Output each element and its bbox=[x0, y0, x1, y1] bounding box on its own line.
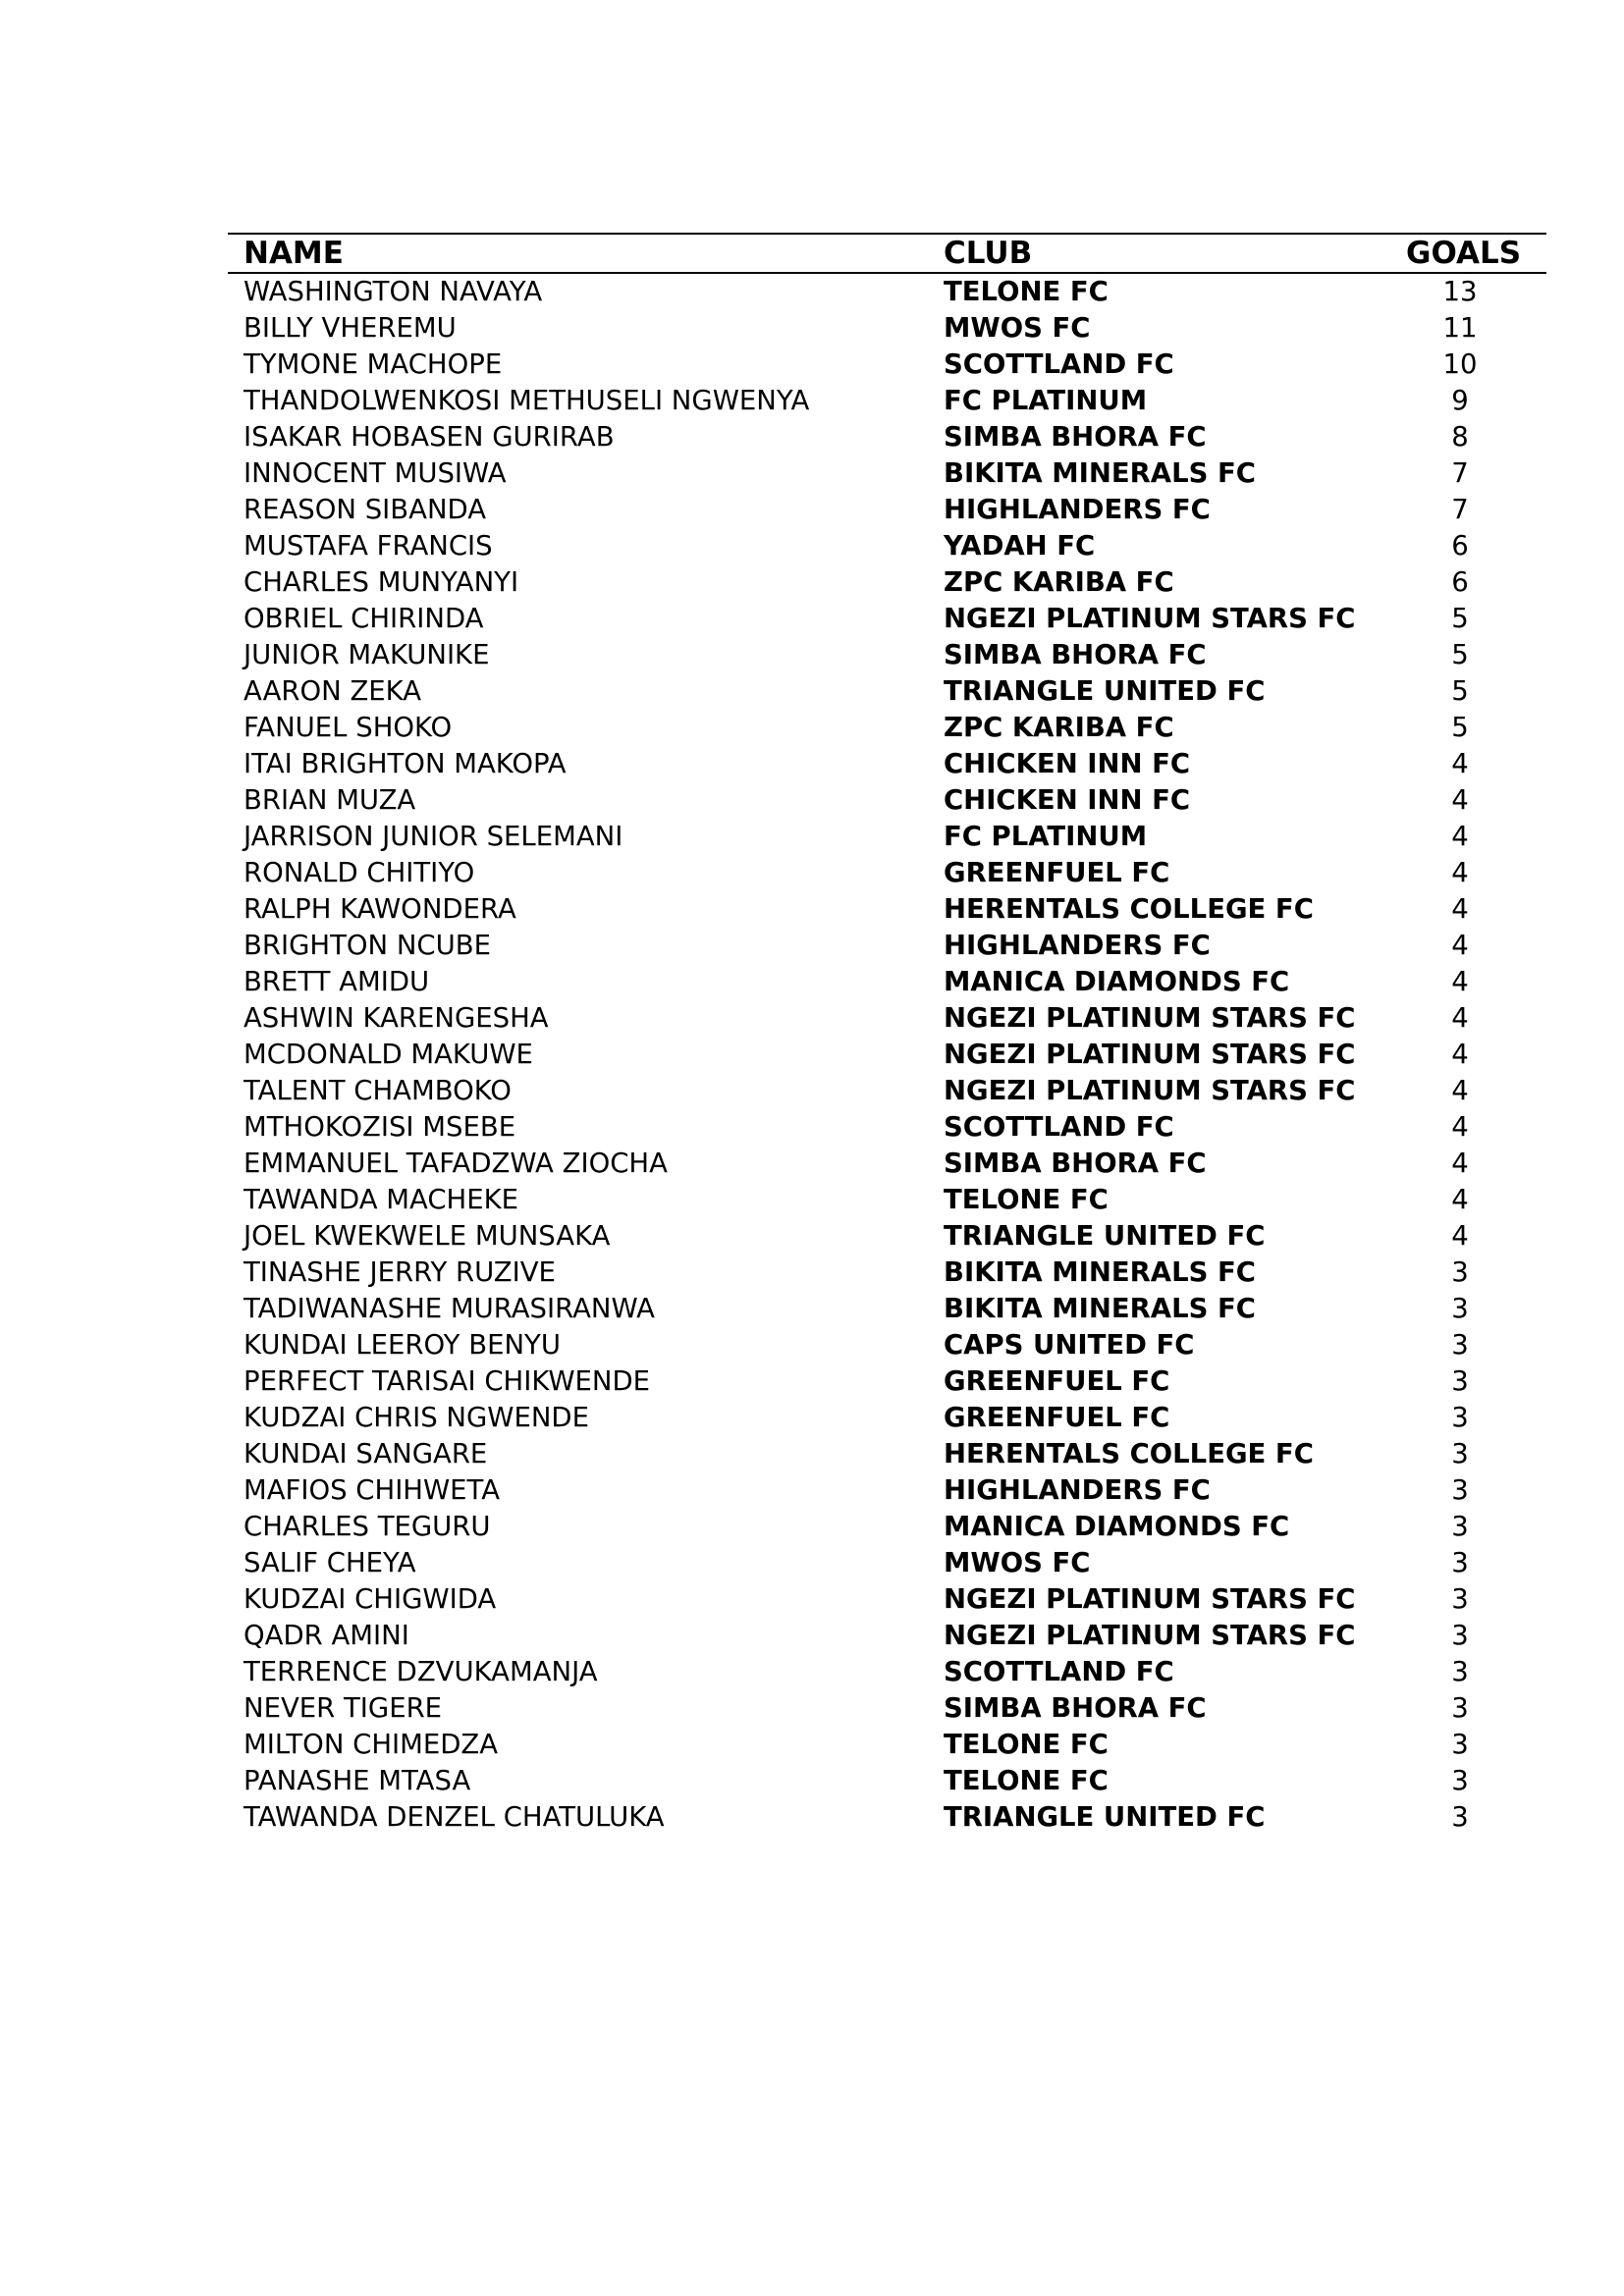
club-name-cell: SIMBA BHORA FC bbox=[944, 421, 1207, 453]
club-name-cell: SCOTTLAND FC bbox=[944, 348, 1174, 380]
table-row bbox=[228, 1727, 1546, 1763]
club-name-cell: CHICKEN INN FC bbox=[944, 784, 1191, 816]
club-name-cell: NGEZI PLATINUM STARS FC bbox=[944, 603, 1356, 634]
player-name-cell: MUSTAFA FRANCIS bbox=[244, 530, 493, 561]
player-name-cell: PANASHE MTASA bbox=[244, 1765, 471, 1796]
table-row bbox=[228, 891, 1546, 928]
club-name-cell: MANICA DIAMONDS FC bbox=[944, 1511, 1290, 1542]
player-name-cell: INNOCENT MUSIWA bbox=[244, 457, 507, 489]
club-name-cell: NGEZI PLATINUM STARS FC bbox=[944, 1002, 1356, 1034]
table-row bbox=[228, 673, 1546, 710]
table-row bbox=[228, 528, 1546, 564]
table-row bbox=[228, 383, 1546, 419]
player-name-cell: KUDZAI CHRIS NGWENDE bbox=[244, 1402, 589, 1433]
player-name-cell: NEVER TIGERE bbox=[244, 1692, 443, 1724]
goals-cell: 4 bbox=[1451, 1002, 1469, 1034]
goals-cell: 9 bbox=[1451, 385, 1469, 416]
player-name-cell: BRIGHTON NCUBE bbox=[244, 930, 491, 961]
table-row bbox=[228, 1509, 1546, 1545]
goals-cell: 4 bbox=[1451, 1220, 1469, 1252]
table-row bbox=[228, 1109, 1546, 1146]
table-row bbox=[228, 601, 1546, 637]
table-row bbox=[228, 782, 1546, 819]
club-name-cell: NGEZI PLATINUM STARS FC bbox=[944, 1583, 1356, 1615]
top-scorers-table bbox=[228, 233, 1546, 1836]
table-row bbox=[228, 1218, 1546, 1255]
table-row bbox=[228, 455, 1546, 492]
goals-cell: 3 bbox=[1451, 1438, 1469, 1469]
club-name-cell: ZPC KARIBA FC bbox=[944, 712, 1174, 743]
goals-cell: 3 bbox=[1451, 1583, 1469, 1615]
club-name-cell: TELONE FC bbox=[944, 1729, 1109, 1760]
table-row bbox=[228, 819, 1546, 855]
table-row bbox=[228, 637, 1546, 673]
club-name-cell: SIMBA BHORA FC bbox=[944, 1692, 1207, 1724]
goals-cell: 4 bbox=[1451, 821, 1469, 852]
player-name-cell: PERFECT TARISAI CHIKWENDE bbox=[244, 1365, 651, 1397]
player-name-cell: ISAKAR HOBASEN GURIRAB bbox=[244, 421, 615, 453]
club-name-cell: SCOTTLAND FC bbox=[944, 1656, 1174, 1687]
goals-cell: 4 bbox=[1451, 857, 1469, 888]
player-name-cell: TADIWANASHE MURASIRANWA bbox=[244, 1293, 655, 1324]
player-name-cell: REASON SIBANDA bbox=[244, 494, 487, 525]
club-name-cell: MWOS FC bbox=[944, 312, 1091, 344]
club-name-cell: SCOTTLAND FC bbox=[944, 1111, 1174, 1143]
table-row bbox=[228, 855, 1546, 891]
column-header-club: CLUB bbox=[944, 236, 1033, 271]
player-name-cell: ITAI BRIGHTON MAKOPA bbox=[244, 748, 567, 779]
table-row bbox=[228, 1000, 1546, 1037]
column-header-goals: GOALS bbox=[1406, 236, 1522, 271]
table-row bbox=[228, 310, 1546, 347]
table-row bbox=[228, 1763, 1546, 1799]
goals-cell: 5 bbox=[1451, 639, 1469, 670]
player-name-cell: TERRENCE DZVUKAMANJA bbox=[244, 1656, 598, 1687]
goals-cell: 4 bbox=[1451, 1039, 1469, 1070]
goals-cell: 3 bbox=[1451, 1402, 1469, 1433]
goals-cell: 3 bbox=[1451, 1692, 1469, 1724]
player-name-cell: SALIF CHEYA bbox=[244, 1547, 416, 1578]
table-row bbox=[228, 1690, 1546, 1727]
club-name-cell: SIMBA BHORA FC bbox=[944, 1148, 1207, 1179]
player-name-cell: KUNDAI SANGARE bbox=[244, 1438, 488, 1469]
table-row bbox=[228, 1327, 1546, 1363]
column-header-name: NAME bbox=[244, 236, 344, 271]
goals-cell: 4 bbox=[1451, 893, 1469, 925]
table-row bbox=[228, 1654, 1546, 1690]
goals-cell: 7 bbox=[1451, 494, 1469, 525]
goals-cell: 3 bbox=[1451, 1511, 1469, 1542]
club-name-cell: CAPS UNITED FC bbox=[944, 1329, 1195, 1361]
club-name-cell: HIGHLANDERS FC bbox=[944, 930, 1211, 961]
player-name-cell: TAWANDA DENZEL CHATULUKA bbox=[244, 1801, 665, 1833]
goals-cell: 13 bbox=[1442, 276, 1478, 307]
club-name-cell: GREENFUEL FC bbox=[944, 1402, 1170, 1433]
table-row bbox=[228, 274, 1546, 310]
table-row bbox=[228, 1581, 1546, 1618]
club-name-cell: NGEZI PLATINUM STARS FC bbox=[944, 1620, 1356, 1651]
player-name-cell: MCDONALD MAKUWE bbox=[244, 1039, 533, 1070]
goals-cell: 4 bbox=[1451, 966, 1469, 997]
club-name-cell: TELONE FC bbox=[944, 1184, 1109, 1215]
player-name-cell: EMMANUEL TAFADZWA ZIOCHA bbox=[244, 1148, 668, 1179]
goals-cell: 11 bbox=[1442, 312, 1478, 344]
table-row bbox=[228, 746, 1546, 782]
table-row bbox=[228, 1037, 1546, 1073]
goals-cell: 3 bbox=[1451, 1729, 1469, 1760]
table-row bbox=[228, 928, 1546, 964]
table-row bbox=[228, 1363, 1546, 1400]
club-name-cell: TRIANGLE UNITED FC bbox=[944, 1220, 1266, 1252]
table-body bbox=[228, 274, 1546, 1836]
table-row bbox=[228, 1799, 1546, 1836]
goals-cell: 3 bbox=[1451, 1256, 1469, 1288]
player-name-cell: TINASHE JERRY RUZIVE bbox=[244, 1256, 556, 1288]
table-row bbox=[228, 1618, 1546, 1654]
player-name-cell: JARRISON JUNIOR SELEMANI bbox=[244, 821, 623, 852]
club-name-cell: FC PLATINUM bbox=[944, 821, 1148, 852]
goals-cell: 3 bbox=[1451, 1620, 1469, 1651]
player-name-cell: RONALD CHITIYO bbox=[244, 857, 475, 888]
player-name-cell: WASHINGTON NAVAYA bbox=[244, 276, 543, 307]
club-name-cell: BIKITA MINERALS FC bbox=[944, 1293, 1256, 1324]
table-row bbox=[228, 1291, 1546, 1327]
player-name-cell: TYMONE MACHOPE bbox=[244, 348, 503, 380]
club-name-cell: FC PLATINUM bbox=[944, 385, 1148, 416]
player-name-cell: QADR AMINI bbox=[244, 1620, 409, 1651]
club-name-cell: CHICKEN INN FC bbox=[944, 748, 1191, 779]
club-name-cell: MANICA DIAMONDS FC bbox=[944, 966, 1290, 997]
goals-cell: 4 bbox=[1451, 784, 1469, 816]
table-row bbox=[228, 347, 1546, 383]
table-row bbox=[228, 1436, 1546, 1472]
table-row bbox=[228, 492, 1546, 528]
goals-cell: 4 bbox=[1451, 1075, 1469, 1106]
table-row bbox=[228, 1472, 1546, 1509]
player-name-cell: KUNDAI LEEROY BENYU bbox=[244, 1329, 561, 1361]
goals-cell: 5 bbox=[1451, 675, 1469, 707]
player-name-cell: JOEL KWEKWELE MUNSAKA bbox=[244, 1220, 611, 1252]
goals-cell: 3 bbox=[1451, 1801, 1469, 1833]
goals-cell: 4 bbox=[1451, 1148, 1469, 1179]
table-row bbox=[228, 1400, 1546, 1436]
goals-cell: 3 bbox=[1451, 1474, 1469, 1506]
club-name-cell: YADAH FC bbox=[944, 530, 1096, 561]
club-name-cell: TELONE FC bbox=[944, 276, 1109, 307]
club-name-cell: TRIANGLE UNITED FC bbox=[944, 675, 1266, 707]
player-name-cell: RALPH KAWONDERA bbox=[244, 893, 516, 925]
player-name-cell: MTHOKOZISI MSEBE bbox=[244, 1111, 516, 1143]
club-name-cell: HERENTALS COLLEGE FC bbox=[944, 1438, 1314, 1469]
table-row bbox=[228, 710, 1546, 746]
goals-cell: 6 bbox=[1451, 530, 1469, 561]
player-name-cell: TAWANDA MACHEKE bbox=[244, 1184, 519, 1215]
club-name-cell: HERENTALS COLLEGE FC bbox=[944, 893, 1314, 925]
table-row bbox=[228, 564, 1546, 601]
player-name-cell: JUNIOR MAKUNIKE bbox=[244, 639, 490, 670]
club-name-cell: MWOS FC bbox=[944, 1547, 1091, 1578]
player-name-cell: BRETT AMIDU bbox=[244, 966, 430, 997]
club-name-cell: BIKITA MINERALS FC bbox=[944, 1256, 1256, 1288]
goals-cell: 3 bbox=[1451, 1365, 1469, 1397]
goals-cell: 3 bbox=[1451, 1329, 1469, 1361]
player-name-cell: KUDZAI CHIGWIDA bbox=[244, 1583, 497, 1615]
goals-cell: 10 bbox=[1442, 348, 1478, 380]
table-row bbox=[228, 1255, 1546, 1291]
goals-cell: 3 bbox=[1451, 1765, 1469, 1796]
goals-cell: 3 bbox=[1451, 1293, 1469, 1324]
club-name-cell: TRIANGLE UNITED FC bbox=[944, 1801, 1266, 1833]
player-name-cell: FANUEL SHOKO bbox=[244, 712, 453, 743]
table-row bbox=[228, 1146, 1546, 1182]
player-name-cell: THANDOLWENKOSI METHUSELI NGWENYA bbox=[244, 385, 810, 416]
club-name-cell: HIGHLANDERS FC bbox=[944, 494, 1211, 525]
club-name-cell: GREENFUEL FC bbox=[944, 1365, 1170, 1397]
club-name-cell: SIMBA BHORA FC bbox=[944, 639, 1207, 670]
club-name-cell: NGEZI PLATINUM STARS FC bbox=[944, 1075, 1356, 1106]
table-row bbox=[228, 964, 1546, 1000]
goals-cell: 4 bbox=[1451, 930, 1469, 961]
goals-cell: 8 bbox=[1451, 421, 1469, 453]
club-name-cell: NGEZI PLATINUM STARS FC bbox=[944, 1039, 1356, 1070]
player-name-cell: ASHWIN KARENGESHA bbox=[244, 1002, 549, 1034]
goals-cell: 3 bbox=[1451, 1656, 1469, 1687]
club-name-cell: ZPC KARIBA FC bbox=[944, 566, 1174, 598]
player-name-cell: MAFIOS CHIHWETA bbox=[244, 1474, 501, 1506]
goals-cell: 7 bbox=[1451, 457, 1469, 489]
table-row bbox=[228, 1545, 1546, 1581]
table-row bbox=[228, 419, 1546, 455]
player-name-cell: BILLY VHEREMU bbox=[244, 312, 457, 344]
goals-cell: 4 bbox=[1451, 1111, 1469, 1143]
player-name-cell: BRIAN MUZA bbox=[244, 784, 416, 816]
club-name-cell: HIGHLANDERS FC bbox=[944, 1474, 1211, 1506]
table-header-row bbox=[228, 233, 1546, 274]
player-name-cell: OBRIEL CHIRINDA bbox=[244, 603, 484, 634]
table-row bbox=[228, 1073, 1546, 1109]
goals-cell: 5 bbox=[1451, 712, 1469, 743]
goals-cell: 3 bbox=[1451, 1547, 1469, 1578]
player-name-cell: MILTON CHIMEDZA bbox=[244, 1729, 499, 1760]
player-name-cell: AARON ZEKA bbox=[244, 675, 422, 707]
goals-cell: 4 bbox=[1451, 1184, 1469, 1215]
goals-cell: 5 bbox=[1451, 603, 1469, 634]
club-name-cell: BIKITA MINERALS FC bbox=[944, 457, 1256, 489]
goals-cell: 4 bbox=[1451, 748, 1469, 779]
player-name-cell: CHARLES MUNYANYI bbox=[244, 566, 519, 598]
club-name-cell: GREENFUEL FC bbox=[944, 857, 1170, 888]
player-name-cell: TALENT CHAMBOKO bbox=[244, 1075, 512, 1106]
table-row bbox=[228, 1182, 1546, 1218]
club-name-cell: TELONE FC bbox=[944, 1765, 1109, 1796]
player-name-cell: CHARLES TEGURU bbox=[244, 1511, 491, 1542]
goals-cell: 6 bbox=[1451, 566, 1469, 598]
